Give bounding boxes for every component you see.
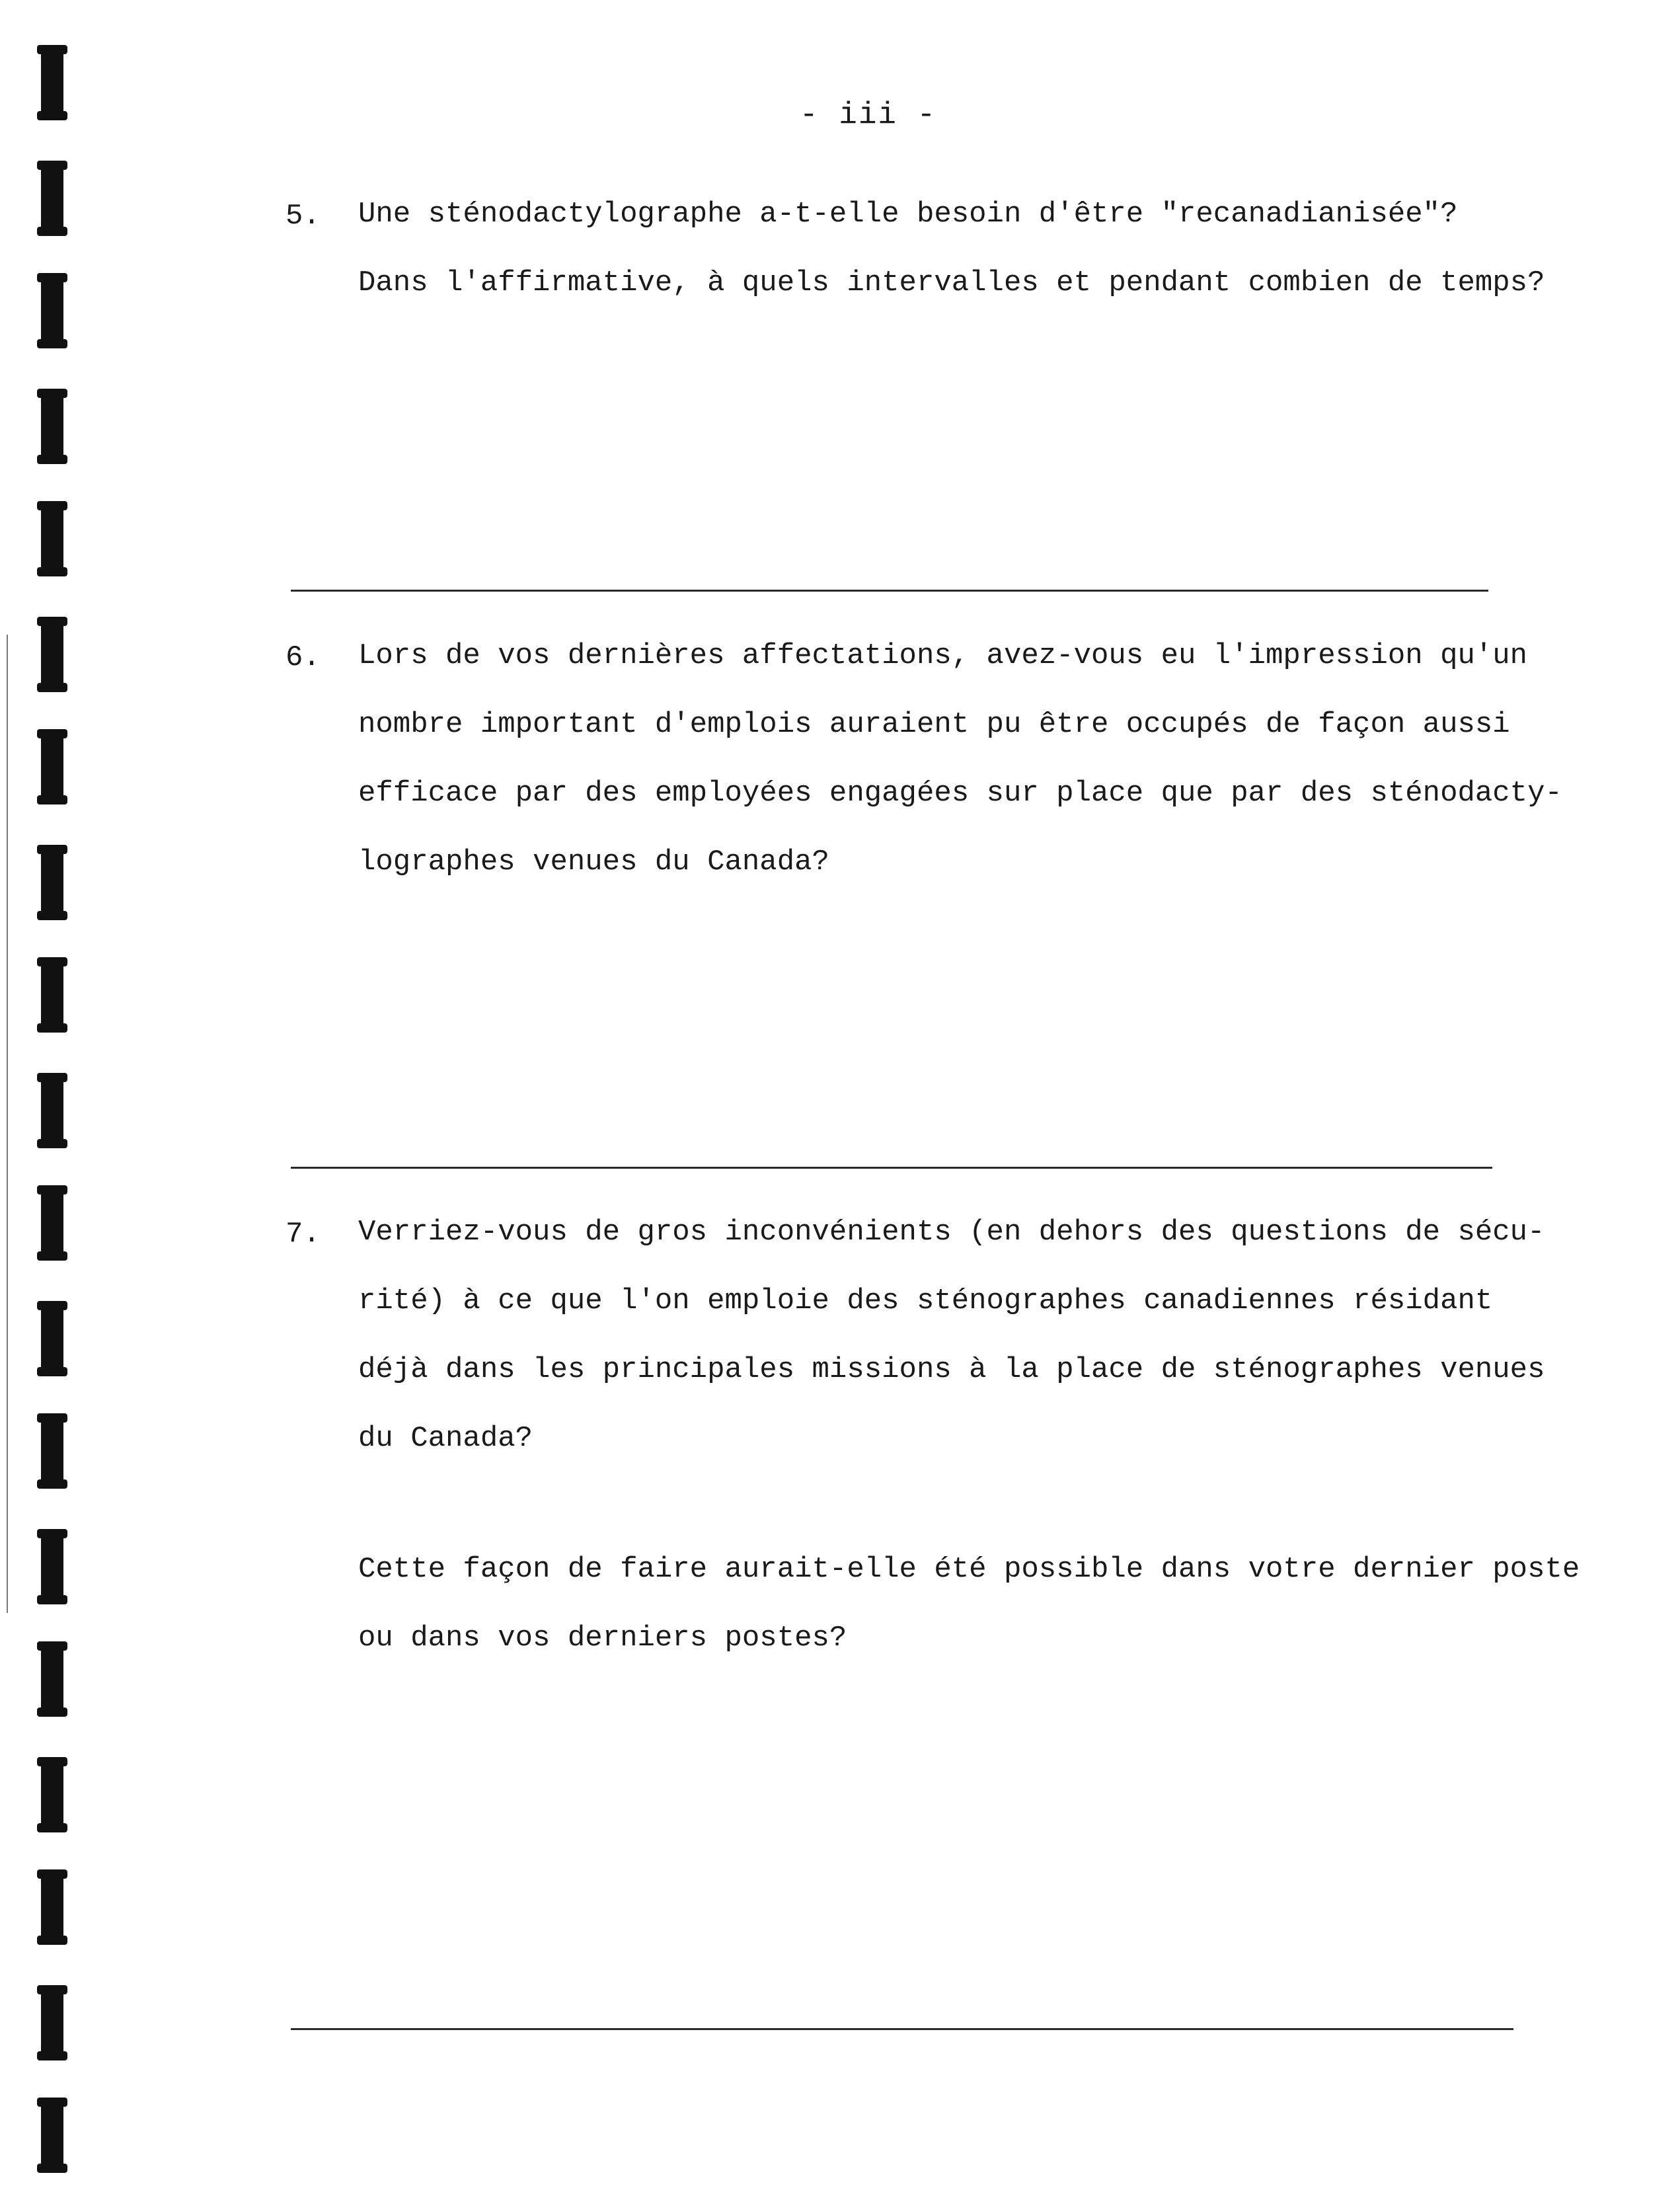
question-line: Verriez-vous de gros inconvénients (en dehors des questions de sécu- (358, 1216, 1545, 1249)
question-line: Dans l'affirmative, à quels intervalles et pendant combien de temps? (358, 266, 1545, 299)
question-line: Lors de vos dernières affectations, avez-vous eu l'impression qu'un (358, 639, 1528, 672)
question-text (358, 1553, 1580, 1672)
binder-hole-mark (41, 1415, 63, 1487)
binder-hole-mark (41, 1643, 63, 1715)
binder-hole-mark (41, 502, 63, 575)
binder-hole-mark (41, 1871, 63, 1943)
question-line: efficace par des employées engagées sur place que par des sténodacty- (358, 777, 1562, 810)
binder-hole-mark (41, 730, 63, 803)
question-line: nombre important d'emplois auraient pu être occupés de façon aussi (358, 708, 1510, 741)
question-line: lographes venues du Canada? (358, 845, 829, 879)
binder-hole-mark (41, 1530, 63, 1603)
binder-hole-mark (41, 959, 63, 1031)
binder-hole-mark (41, 162, 63, 235)
question-line: Cette façon de faire aurait-elle été possible dans votre dernier poste (358, 1553, 1580, 1586)
binder-hole-mark (41, 274, 63, 347)
binder-hole-mark (41, 2099, 63, 2172)
question-text (358, 1218, 1548, 1473)
question-text (358, 200, 1548, 317)
binder-hole-mark (41, 390, 63, 463)
page-edge-line (7, 635, 8, 1613)
binder-hole-mark (41, 1302, 63, 1375)
binder-hole-mark (41, 46, 63, 119)
binder-hole-mark (41, 846, 63, 919)
question-line: rité) à ce que l'on emploie des sténographes canadiennes résidant (358, 1284, 1493, 1317)
binder-hole-mark (41, 1758, 63, 1831)
binder-hole-mark (41, 1986, 63, 2059)
binder-hole-mark (41, 1187, 63, 1259)
question-line: déjà dans les principales missions à la place de sténographes venues (358, 1353, 1545, 1386)
question-line: ou dans vos derniers postes? (358, 1622, 847, 1655)
question-line: Une sténodactylographe a-t-elle besoin d'être "recanadianisée"? (358, 198, 1458, 231)
binder-hole-mark (41, 1074, 63, 1147)
question-text (358, 639, 1562, 896)
page-number: - iii - (800, 98, 937, 132)
question-line: du Canada? (358, 1422, 533, 1455)
binder-hole-mark (41, 618, 63, 691)
answer-divider-rule (291, 590, 1488, 592)
question-number: 5. (286, 200, 321, 233)
question-number: 6. (286, 641, 321, 674)
answer-divider-rule (291, 2028, 1513, 2030)
answer-divider-rule (291, 1167, 1492, 1169)
question-number: 7. (286, 1218, 321, 1251)
